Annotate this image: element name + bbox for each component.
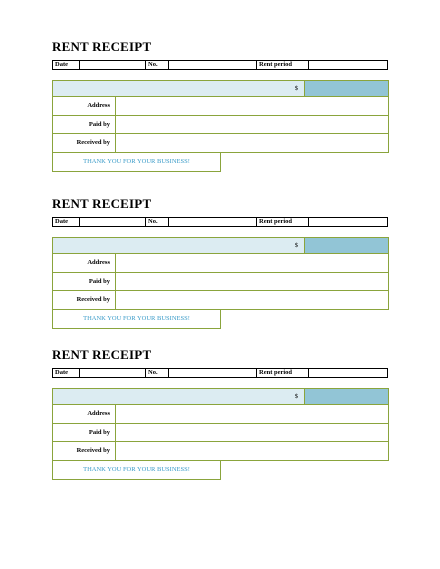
rent-period-label: Rent period [257, 61, 309, 69]
address-label: Address [53, 97, 116, 115]
address-row [52, 97, 389, 116]
paid-by-row [52, 424, 389, 443]
received-by-field[interactable] [116, 442, 388, 460]
paid-by-field[interactable] [116, 273, 388, 291]
receipt-title: RENT RECEIPT [52, 39, 152, 54]
address-field[interactable] [116, 97, 388, 115]
rent-period-field[interactable] [309, 61, 387, 69]
amount-row [52, 80, 389, 97]
rent-period-label: Rent period [257, 218, 309, 226]
date-label: Date [53, 369, 80, 377]
receipt-number-label: No. [146, 218, 169, 226]
date-label: Date [53, 61, 80, 69]
paid-by-row [52, 116, 389, 135]
received-by-field[interactable] [116, 291, 388, 309]
received-by-row [52, 291, 389, 310]
amount-row [52, 388, 389, 405]
paid-by-label: Paid by [53, 273, 116, 291]
address-label: Address [53, 254, 116, 272]
receipt-title: RENT RECEIPT [52, 347, 152, 362]
receipt-number-field[interactable] [169, 369, 257, 377]
amount-field[interactable] [305, 389, 388, 404]
currency-symbol: $ [53, 81, 305, 96]
receipt-header-row [52, 368, 388, 378]
amount-field[interactable] [305, 238, 388, 253]
paid-by-field[interactable] [116, 116, 388, 134]
date-field[interactable] [80, 61, 146, 69]
receipt-title: RENT RECEIPT [52, 196, 152, 211]
received-by-row [52, 442, 389, 461]
receipt-header-row [52, 217, 388, 227]
receipt-body [52, 80, 389, 172]
received-by-label: Received by [53, 291, 116, 309]
address-label: Address [53, 405, 116, 423]
thank-you-note: THANK YOU FOR YOUR BUSINESS! [52, 461, 221, 480]
date-label: Date [53, 218, 80, 226]
thank-you-note: THANK YOU FOR YOUR BUSINESS! [52, 153, 221, 172]
paid-by-row [52, 273, 389, 292]
date-field[interactable] [80, 218, 146, 226]
rent-period-field[interactable] [309, 218, 387, 226]
received-by-label: Received by [53, 442, 116, 460]
amount-field[interactable] [305, 81, 388, 96]
receipt-header-row [52, 60, 388, 70]
currency-symbol: $ [53, 238, 305, 253]
date-field[interactable] [80, 369, 146, 377]
address-field[interactable] [116, 254, 388, 272]
paid-by-field[interactable] [116, 424, 388, 442]
paid-by-label: Paid by [53, 424, 116, 442]
received-by-label: Received by [53, 134, 116, 152]
amount-row [52, 237, 389, 254]
address-field[interactable] [116, 405, 388, 423]
currency-symbol: $ [53, 389, 305, 404]
received-by-row [52, 134, 389, 153]
receipt-number-label: No. [146, 369, 169, 377]
received-by-field[interactable] [116, 134, 388, 152]
receipt-body [52, 388, 389, 480]
rent-period-field[interactable] [309, 369, 387, 377]
receipt-number-label: No. [146, 61, 169, 69]
address-row [52, 405, 389, 424]
paid-by-label: Paid by [53, 116, 116, 134]
receipt-number-field[interactable] [169, 61, 257, 69]
address-row [52, 254, 389, 273]
thank-you-note: THANK YOU FOR YOUR BUSINESS! [52, 310, 221, 329]
receipt-body [52, 237, 389, 329]
receipt-number-field[interactable] [169, 218, 257, 226]
rent-period-label: Rent period [257, 369, 309, 377]
